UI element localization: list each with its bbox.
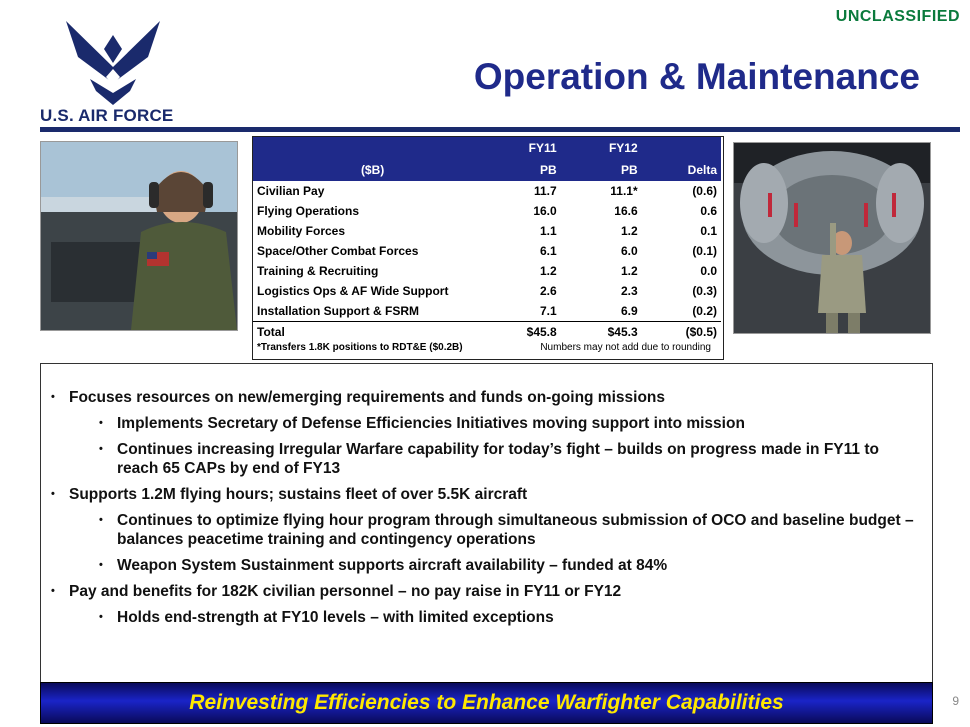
row-label: Installation Support & FSRM: [257, 304, 419, 318]
row-fy11: 2.6: [539, 284, 557, 298]
total-label: Total: [253, 322, 492, 343]
row-delta: (0.1): [692, 244, 717, 258]
page-title: Operation & Maintenance: [473, 56, 920, 97]
row-label: Flying Operations: [257, 204, 360, 218]
total-fy12: $45.3: [561, 322, 642, 343]
row-fy11: 1.2: [539, 264, 557, 278]
row-fy11: 7.1: [492, 301, 560, 322]
row-fy12: 11.1*: [610, 184, 638, 198]
table-header-row: [253, 137, 721, 159]
header-fy11-line1: FY11: [528, 141, 557, 155]
row-fy11: 6.1: [539, 244, 557, 258]
row-delta: (0.6): [692, 184, 717, 198]
row-fy12: 6.9: [561, 301, 642, 322]
row-delta: (0.2): [642, 301, 721, 322]
total-delta: ($0.5): [642, 322, 721, 343]
row-fy12: 6.0: [620, 244, 638, 258]
transfer-footnote: *Transfers 1.8K positions to RDT&E ($0.2B): [257, 342, 463, 353]
sub-bullet-item: • Weapon System Sustainment supports aircraft availability – funded at 84%: [49, 556, 918, 575]
sub-bullet-item: • Holds end-strength at FY10 levels – with limited exceptions: [49, 608, 918, 627]
table-row: [253, 221, 721, 241]
table-footnotes: [253, 342, 723, 353]
bullet-content-box: [40, 363, 933, 683]
classification-label: UNCLASSIFIED: [835, 8, 960, 25]
table-row: [253, 201, 721, 221]
budget-table: [252, 136, 724, 360]
banner-text: Reinvesting Efficiencies to Enhance Warfighter Capabilities: [189, 691, 784, 714]
bottom-banner: [40, 682, 933, 724]
row-fy12: 2.3: [620, 284, 638, 298]
row-label: Logistics Ops & AF Wide Support: [257, 284, 449, 298]
header-unit: ($B): [360, 163, 385, 177]
row-delta: 0.0: [700, 264, 717, 278]
header-fy11-line2: PB: [540, 163, 557, 177]
cockpit-photo: [40, 141, 238, 331]
header-delta: Delta: [687, 163, 717, 177]
sub-bullet-item: • Continues increasing Irregular Warfare capability for today’s fight – builds on progress made in FY11 to reach 65 CAPs by end of FY13: [49, 440, 918, 478]
title-rule: [40, 127, 960, 132]
row-label: Civilian Pay: [257, 184, 325, 198]
table-total-row: [253, 322, 721, 343]
row-label: Mobility Forces: [257, 224, 346, 238]
row-fy11: 11.7: [533, 184, 557, 198]
header-fy12-line2: PB: [620, 163, 638, 177]
row-fy12: 16.6: [614, 204, 638, 218]
row-label: Space/Other Combat Forces: [257, 244, 419, 258]
row-fy11: 1.1: [539, 224, 557, 238]
header-fy12-line1: FY12: [608, 141, 638, 155]
maintenance-photo: [733, 142, 931, 334]
row-delta: 0.1: [700, 224, 717, 238]
row-fy12: 1.2: [620, 224, 638, 238]
logo-text: U.S. AIR FORCE: [40, 106, 174, 125]
page-number: 9: [952, 694, 959, 708]
sub-bullet-item: • Implements Secretary of Defense Efficiencies Initiatives moving support into mission: [49, 414, 918, 433]
table-header-row: [253, 159, 721, 181]
bullet-item: • Pay and benefits for 182K civilian personnel – no pay raise in FY11 or FY12: [49, 582, 918, 601]
sub-bullet-item: • Continues to optimize flying hour program through simultaneous submission of OCO and baseline budget – balances peacetime training and contingency operations: [49, 511, 918, 549]
bullet-list: [41, 364, 932, 627]
row-delta: 0.6: [700, 204, 717, 218]
row-fy11: 16.0: [533, 204, 557, 218]
bullet-item: • Focuses resources on new/emerging requirements and funds on-going missions: [49, 388, 918, 407]
table-row: [253, 301, 721, 322]
table-row: [253, 281, 721, 301]
table-row: [253, 261, 721, 281]
total-fy11: $45.8: [492, 322, 560, 343]
row-delta: (0.3): [692, 284, 717, 298]
rounding-note: Numbers may not add due to rounding: [540, 342, 711, 353]
row-fy12: 1.2: [620, 264, 638, 278]
bullet-item: • Supports 1.2M flying hours; sustains fleet of over 5.5K aircraft: [49, 485, 918, 504]
table-row: [253, 181, 721, 201]
row-label: Training & Recruiting: [257, 264, 379, 278]
table-row: [253, 241, 721, 261]
